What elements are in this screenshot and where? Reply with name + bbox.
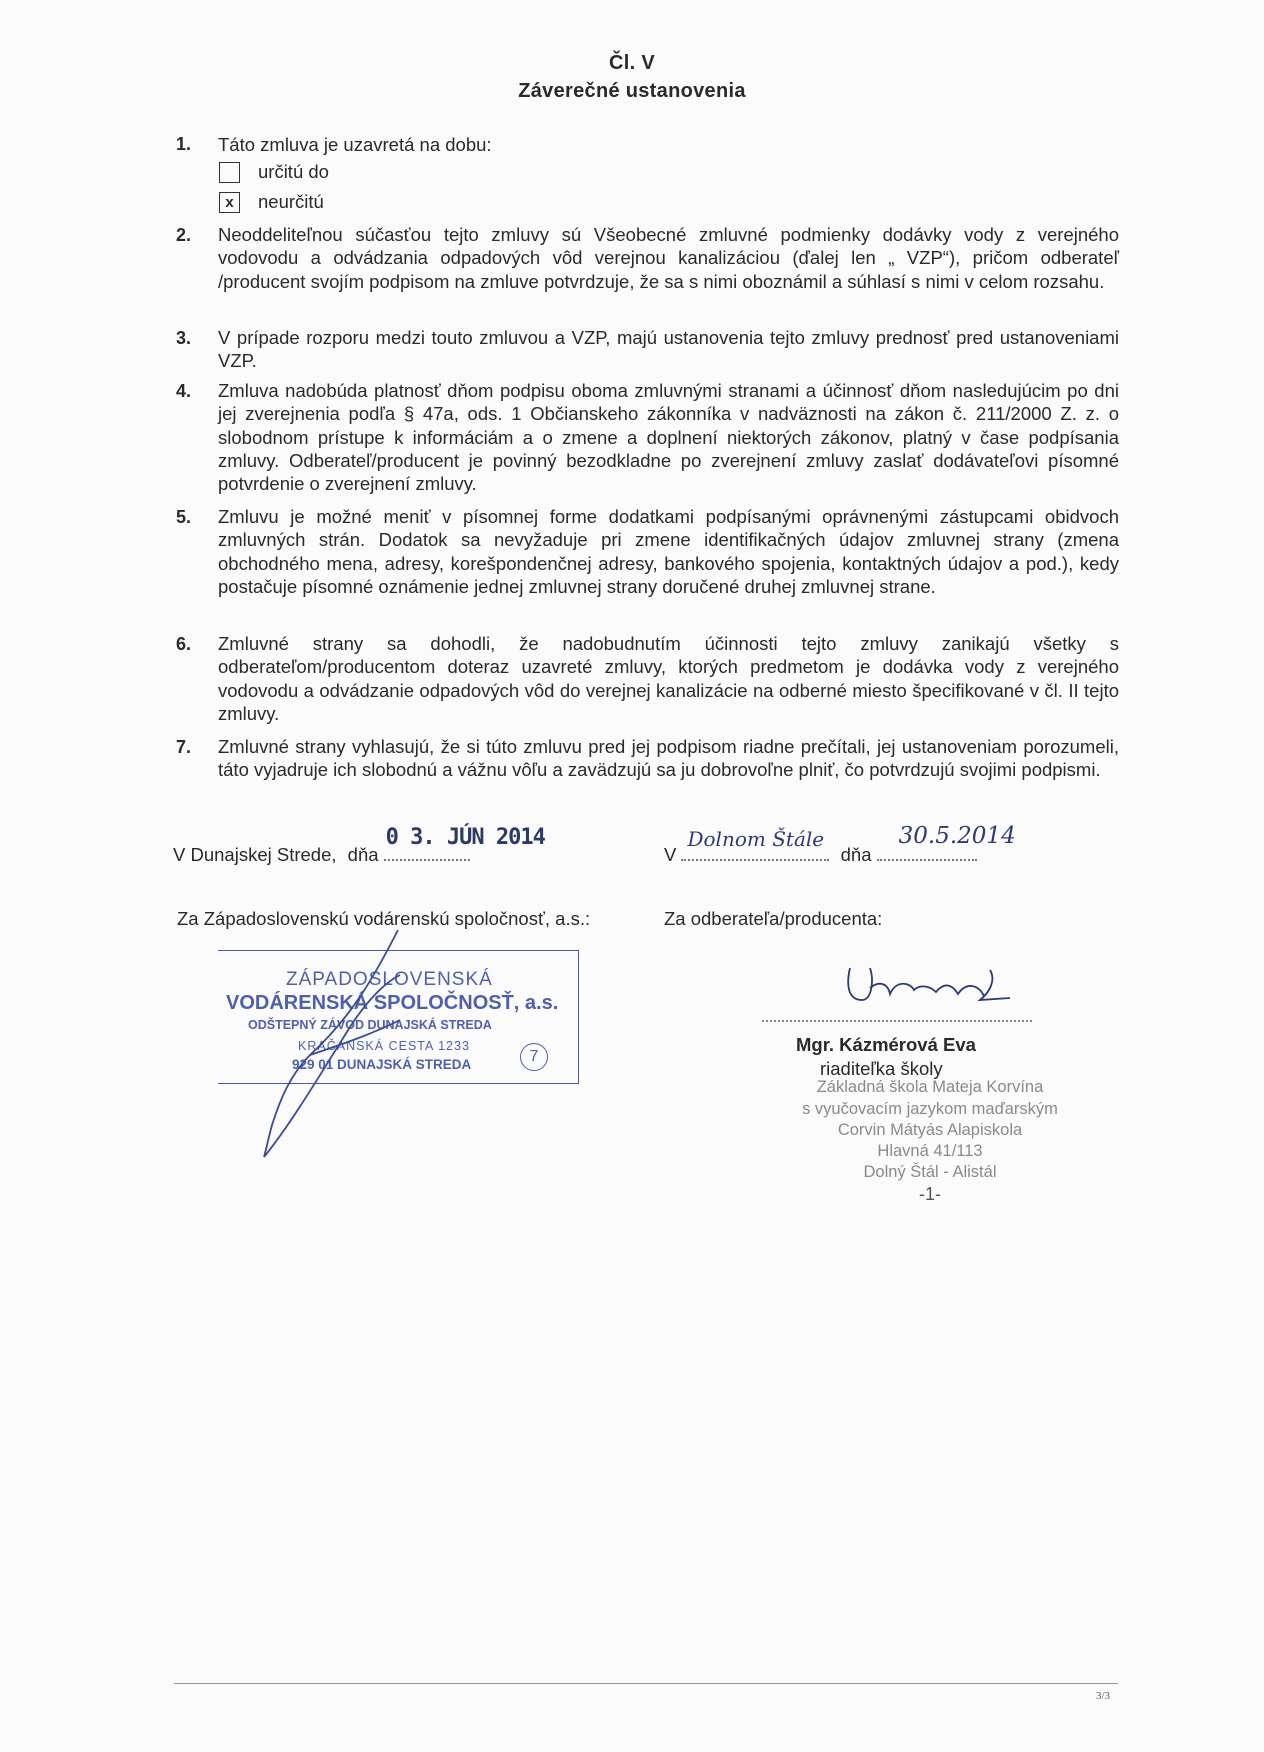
left-signature-icon <box>250 925 420 1165</box>
right-prefix: V <box>664 844 677 865</box>
item-number: 4. <box>176 381 192 401</box>
left-party-label: Za Západoslovenskú vodárenskú spoločnosť, a.s.: <box>177 908 591 929</box>
right-signature-icon <box>840 960 1020 1010</box>
checkbox-indefinite[interactable]: x <box>219 192 240 213</box>
option-label: určitú do <box>258 161 329 182</box>
article-title: Záverečné ustanovenia <box>518 80 746 102</box>
right-date-handwritten: 30.5.2014 <box>898 823 1016 849</box>
item-text: Neoddeliteľnou súčasťou tejto zmluvy sú Všeobecné zmluvné podmienky dodávky vody z verejného vodovodu a odvádzania odpadových vôd verejnou kanalizáciou (ďalej len „ VZP“), pričom odberateľ /producent svojím podpisom na zmluve potvrdzuje, že sa s nimi oboznámil a súhlasí s nimi v celom rozsahu. <box>218 224 1119 292</box>
day-word: dňa <box>347 844 379 865</box>
left-date-field <box>384 825 545 861</box>
stamp-number: 7 <box>520 1043 548 1071</box>
right-party-label: Za odberateľa/producenta: <box>664 908 883 929</box>
option-definite <box>219 161 329 183</box>
item-number: 5. <box>176 507 192 527</box>
stamp-line-1: ZÁPADOSLOVENSKÁ <box>286 969 493 990</box>
item-text: Zmluva nadobúda platnosť dňom podpisu oboma zmluvnými stranami a účinnosť dňom nasledujúcim po dni jej zverejnenia podľa § 47a, ods. 1 Občianskeho zákonníka v nadväznosti na zákon č. 211/2000 Z. z. o slobodnom prístupe k informáciám a o zmene a doplnení niektorých zákonov, platný v čase podpísania zmluvy. Odberateľ/producent je povinný bezodkladne po zverejnení zmluvy zaslať dodávateľovi písomné potvrdenie o zverejnení zmluvy. <box>218 380 1119 495</box>
item-text: V prípade rozporu medzi touto zmluvou a VZP, majú ustanovenia tejto zmluvy prednosť pred ustanoveniami VZP. <box>218 327 1119 372</box>
right-place-field <box>681 827 829 861</box>
right-place-date <box>664 823 1016 866</box>
stamp-line-3: ODŠTEPNÝ ZÁVOD DUNAJSKÁ STREDA <box>248 1018 492 1032</box>
signatory-name: Mgr. Kázmérová Eva <box>796 1034 976 1055</box>
item-text: Táto zmluva je uzavretá na dobu: <box>218 134 492 155</box>
school-stamp-line: Dolný Štál - Alistál <box>863 1163 997 1181</box>
item-text: Zmluvné strany vyhlasujú, že si túto zmluvu pred jej podpisom riadne prečítali, jej ustanoveniam porozumeli, táto vyjadruje ich slobodnú a vážnu vôľu a zavädzujú sa ju dobrovoľne plniť, čo potvrdzujú svojimi podpismi. <box>218 736 1119 781</box>
school-stamp-line: -1- <box>919 1184 941 1204</box>
item-number: 6. <box>176 634 192 654</box>
school-stamp-line: Základná škola Mateja Korvína <box>816 1078 1044 1096</box>
item-text: Zmluvné strany sa dohodli, že nadobudnutím účinnosti tejto zmluvy zanikajú všetky s odberateľom/producentom doteraz uzavreté zmluvy, ktorých predmetom je dodávka vody z verejného vodovodu a odvádzanie odpadových vôd do verejnej kanalizácie na odberné miesto špecifikované v čl. II tejto zmluvy. <box>218 633 1119 724</box>
school-stamp-line: Corvin Mátyás Alapiskola <box>837 1121 1023 1139</box>
stamp-line-5: 929 01 DUNAJSKÁ STREDA <box>292 1057 472 1072</box>
item-number: 7. <box>176 737 192 757</box>
item-number: 1. <box>176 134 192 154</box>
checkbox-definite[interactable] <box>219 162 240 183</box>
school-stamp-line: Hlavná 41/113 <box>877 1142 983 1160</box>
footer-divider <box>174 1683 1118 1684</box>
left-place: V Dunajskej Strede, <box>173 844 337 865</box>
left-place-date <box>173 825 545 866</box>
school-stamp-line: s vyučovacím jazykom maďarským <box>802 1100 1058 1118</box>
option-label: neurčitú <box>258 191 324 212</box>
signatory-role: riaditeľka školy <box>820 1058 943 1079</box>
signature-line <box>762 1020 1032 1022</box>
stamp-line-4: KRAČANSKÁ CESTA 1233 <box>298 1039 470 1053</box>
day-word: dňa <box>840 844 872 865</box>
left-date-stamp: 0 3. JÚN 2014 <box>385 825 545 850</box>
right-date-field <box>877 823 1016 861</box>
item-number: 3. <box>176 328 192 348</box>
item-number: 2. <box>176 225 192 245</box>
right-place-handwritten: Dolnom Štále <box>687 827 825 851</box>
article-number: Čl. V <box>609 52 655 74</box>
item-text: Zmluvu je možné meniť v písomnej forme dodatkami podpísanými oprávnenými zástupcami obidvoch zmluvných strán. Dodatok sa nevyžaduje pri zmene identifikačných údajov zmluvnej strany (zmena obchodného mena, adresy, korešpondenčnej adresy, bankového spojenia, kontaktných údajov a pod.), kedy postačuje písomné oznámenie jednej zmluvnej strany doručené druhej zmluvnej strane. <box>218 506 1119 597</box>
stamp-line-2: VODÁRENSKÁ SPOLOČNOSŤ, a.s. <box>226 992 559 1014</box>
page-number: 3/3 <box>1096 1690 1111 1702</box>
option-indefinite <box>219 191 324 213</box>
